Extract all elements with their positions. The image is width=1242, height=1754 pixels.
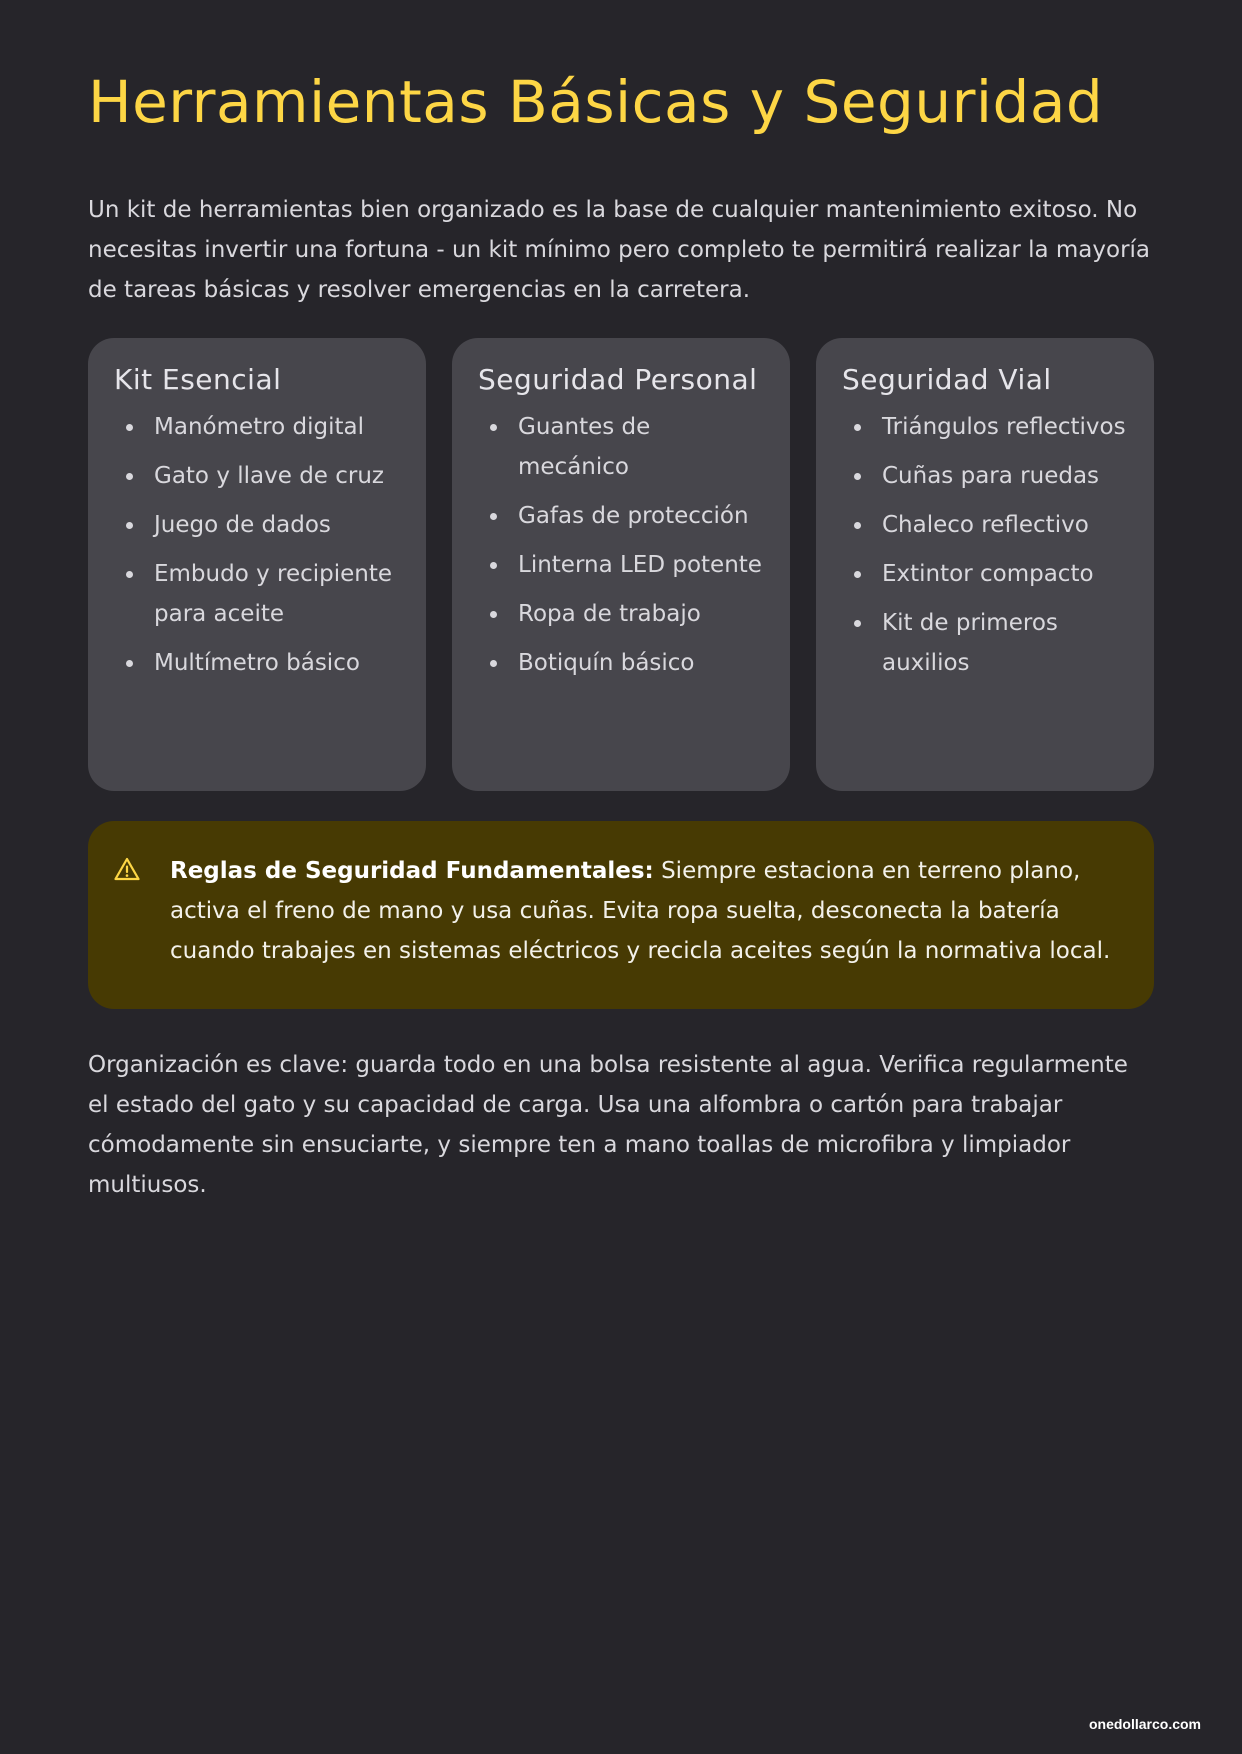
card-title: Kit Esencial (114, 363, 282, 396)
list-item: Embudo y recipiente para aceite (154, 554, 400, 634)
list-item: Guantes de mecánico (518, 407, 764, 487)
card-list (478, 407, 764, 683)
alert-body: Siempre estaciona en terreno plano, activa el freno de mano y usa cuñas. Evita ropa suelta, desconecta la batería cuando trabajes en sistemas eléctricos y recicla aceites según la normativa local. (170, 858, 1111, 964)
card-seguridad-personal (452, 338, 790, 791)
page-content (88, 62, 1154, 1205)
alert-text (170, 851, 1128, 971)
list-item: Gafas de protección (518, 496, 764, 536)
intro-paragraph: Un kit de herramientas bien organizado es la base de cualquier mantenimiento exitoso. No necesitas invertir una fortuna - un kit mínimo pero completo te permitirá realizar la mayoría de tareas básicas y resolver emergencias en la carretera. (88, 197, 1151, 303)
list-item: Cuñas para ruedas (882, 456, 1128, 496)
list-item: Manómetro digital (154, 407, 400, 447)
list-item: Juego de dados (154, 505, 400, 545)
card-list (114, 407, 400, 683)
alert-heading: Reglas de Seguridad Fundamentales: (170, 858, 654, 884)
list-item: Botiquín básico (518, 643, 764, 683)
card-seguridad-vial (816, 338, 1154, 791)
footer-watermark: onedollarco.com (1088, 1716, 1201, 1732)
card-list (842, 407, 1128, 683)
card-grid (88, 338, 1154, 791)
list-item: Ropa de trabajo (518, 594, 764, 634)
warning-icon (114, 851, 170, 885)
list-item: Extintor compacto (882, 554, 1128, 594)
card-kit-esencial (88, 338, 426, 791)
page-title: Herramientas Básicas y Seguridad (88, 68, 1104, 136)
list-item: Gato y llave de cruz (154, 456, 400, 496)
outro-paragraph: Organización es clave: guarda todo en una bolsa resistente al agua. Verifica regularmente el estado del gato y su capacidad de carga. Usa una alfombra o cartón para trabajar cómodamente sin ensuciarte, y siempre ten a mano toallas de microfibra y limpiador multiusos. (88, 1052, 1128, 1198)
safety-alert (88, 821, 1154, 1009)
list-item: Triángulos reflectivos (882, 407, 1128, 447)
list-item: Kit de primeros auxilios (882, 603, 1128, 683)
list-item: Multímetro básico (154, 643, 400, 683)
list-item: Chaleco reflectivo (882, 505, 1128, 545)
list-item: Linterna LED potente (518, 545, 764, 585)
card-title: Seguridad Personal (478, 363, 758, 396)
card-title: Seguridad Vial (842, 363, 1052, 396)
